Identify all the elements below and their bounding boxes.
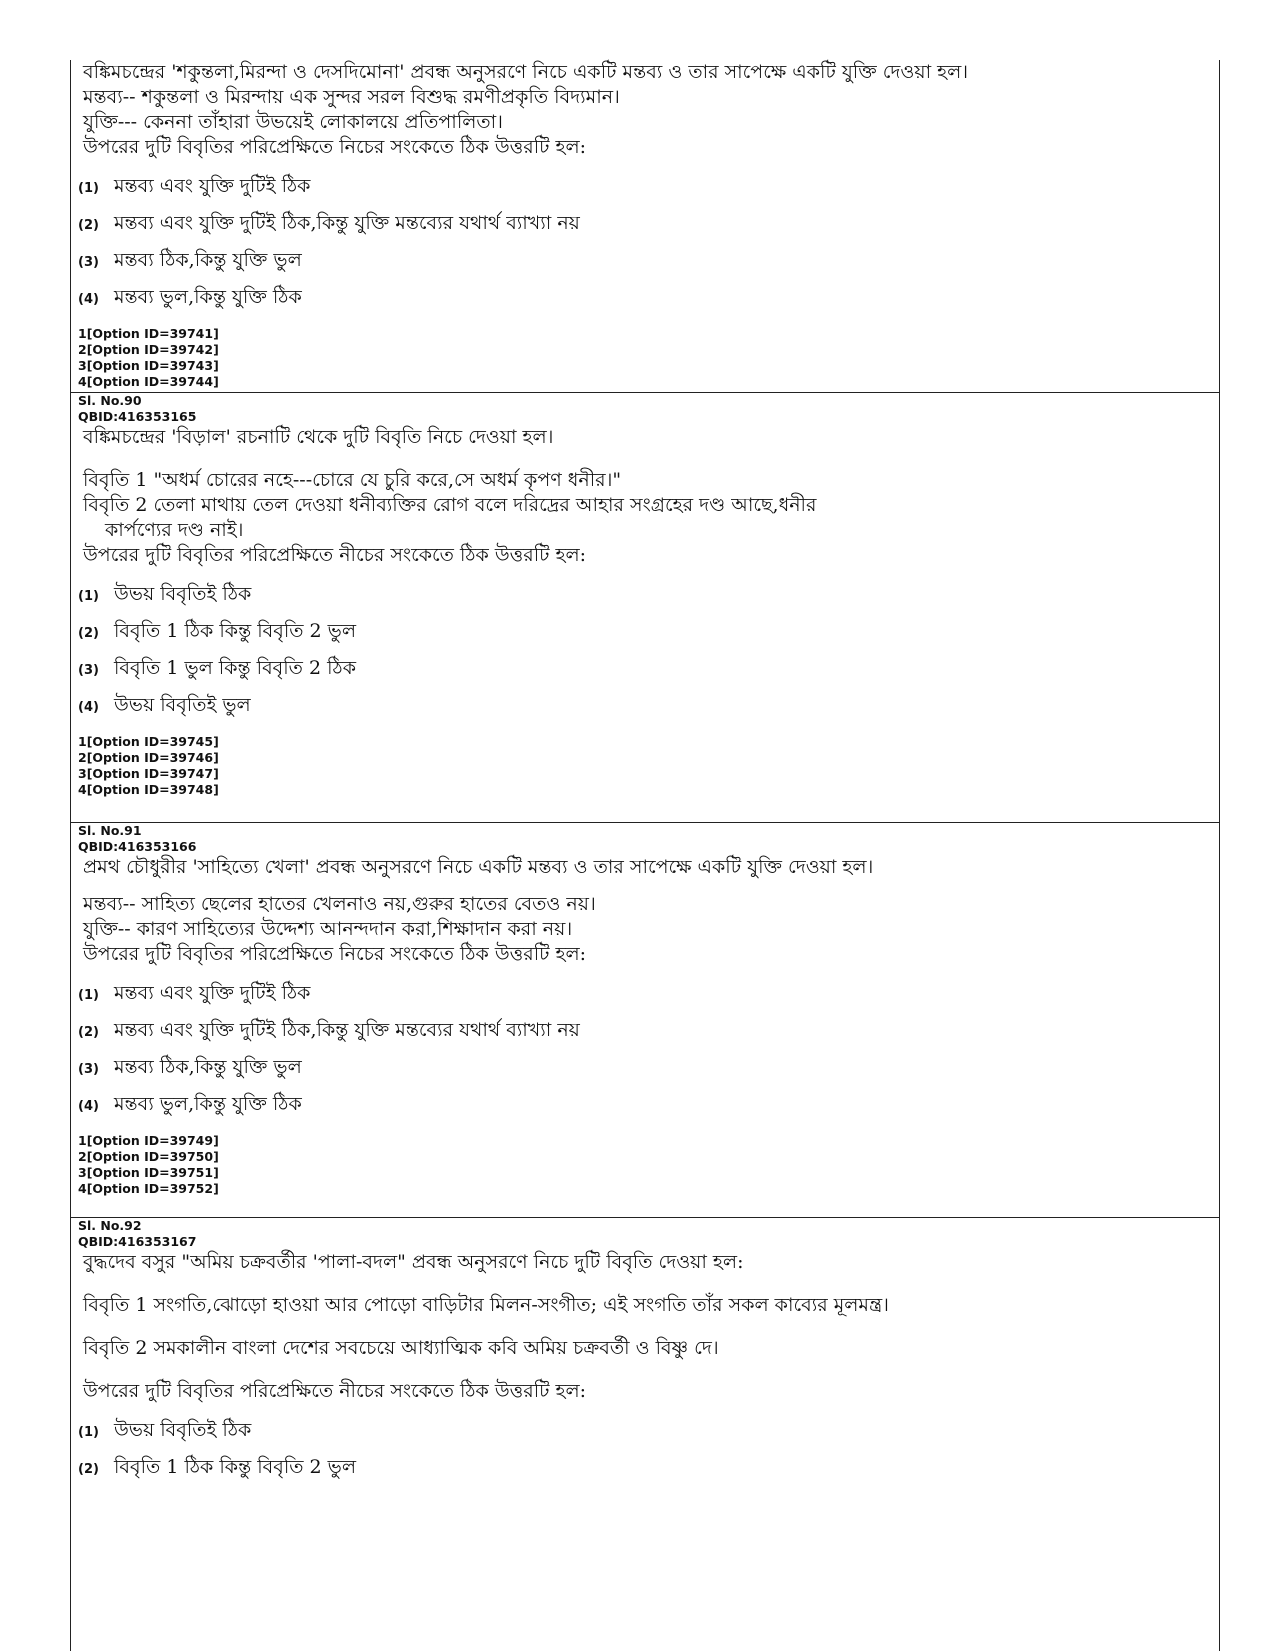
option-text: মন্তব্য ভুল,কিন্তু যুক্তি ঠিক [114, 286, 302, 308]
option-id: 3[Option ID=39751] [78, 1165, 219, 1180]
option-text: মন্তব্য এবং যুক্তি দুটিই ঠিক [114, 175, 311, 197]
question-block-91 [71, 822, 1219, 1197]
option-number: (1) [78, 181, 99, 196]
option-text: বিবৃতি 1 ঠিক কিন্তু বিবৃতি 2 ভুল [114, 620, 356, 642]
option-number: (1) [78, 589, 99, 604]
option-text: বিবৃতি 1 ভুল কিন্তু বিবৃতি 2 ঠিক [114, 657, 356, 679]
stem-line: বিবৃতি 2 তেলা মাথায় তেল দেওয়া ধনীব্যক্তির রোগ বলে দরিদ্রের আহার সংগ্রহের দণ্ড আছে,ধনীর [83, 494, 817, 516]
option-text: মন্তব্য এবং যুক্তি দুটিই ঠিক [114, 982, 311, 1004]
option-item [78, 1449, 1219, 1486]
option-item [78, 205, 1219, 242]
option-id: 3[Option ID=39747] [78, 766, 219, 781]
option-number: (4) [78, 700, 99, 715]
question-stem [83, 1250, 1219, 1404]
option-list [78, 975, 1219, 1123]
stem-line: উপরের দুটি বিবৃতির পরিপ্রেক্ষিতে নিচের সংকেতে ঠিক উত্তরটি হল: [83, 136, 587, 158]
question-stem [83, 425, 1219, 568]
option-number: (2) [78, 218, 99, 233]
option-text: মন্তব্য ভুল,কিন্তু যুক্তি ঠিক [114, 1093, 302, 1115]
option-text: উভয় বিবৃতিই ভুল [114, 694, 251, 716]
option-text: মন্তব্য এবং যুক্তি দুটিই ঠিক,কিন্তু যুক্তি মন্তব্যের যথার্থ ব্যাখ্যা নয় [114, 1019, 580, 1041]
option-list [78, 168, 1219, 316]
option-id: 4[Option ID=39748] [78, 782, 219, 797]
option-id: 4[Option ID=39744] [78, 374, 219, 389]
option-text: মন্তব্য ঠিক,কিন্তু যুক্তি ভুল [114, 249, 302, 271]
option-id: 1[Option ID=39741] [78, 326, 219, 341]
option-id-list [78, 734, 1219, 798]
option-item [78, 975, 1219, 1012]
option-text: মন্তব্য এবং যুক্তি দুটিই ঠিক,কিন্তু যুক্তি মন্তব্যের যথার্থ ব্যাখ্যা নয় [114, 212, 580, 234]
stem-line: বুদ্ধদেব বসুর "অমিয় চক্রবর্তীর 'পালা-বদল" প্রবন্ধ অনুসরণে নিচে দুটি বিবৃতি দেওয়া হল: [83, 1251, 744, 1273]
option-id-list [78, 1133, 1219, 1197]
option-list [78, 1412, 1219, 1486]
option-number: (4) [78, 1099, 99, 1114]
option-id-list [78, 326, 1219, 390]
question-block-90 [71, 392, 1219, 798]
option-item [78, 279, 1219, 316]
option-text: বিবৃতি 1 ঠিক কিন্তু বিবৃতি 2 ভুল [114, 1456, 356, 1478]
question-block-92 [71, 1217, 1219, 1486]
question-stem [83, 855, 1219, 967]
question-paper-page [70, 60, 1220, 1651]
question-stem [83, 60, 1219, 160]
option-item [78, 168, 1219, 205]
option-id: 1[Option ID=39745] [78, 734, 219, 749]
option-number: (1) [78, 988, 99, 1003]
option-number: (1) [78, 1425, 99, 1440]
option-number: (2) [78, 1025, 99, 1040]
option-number: (3) [78, 1062, 99, 1077]
option-list [78, 576, 1219, 724]
qbid: QBID:416353167 [78, 1234, 197, 1249]
stem-line: উপরের দুটি বিবৃতির পরিপ্রেক্ষিতে নিচের সংকেতে ঠিক উত্তরটি হল: [83, 943, 587, 965]
serial-number: Sl. No.91 [78, 823, 142, 838]
stem-line: প্রমথ চৌধুরীর 'সাহিত্যে খেলা' প্রবন্ধ অনুসরণে নিচে একটি মন্তব্য ও তার সাপেক্ষে একটি যুক্তি দেওয়া হল। [83, 856, 874, 878]
stem-line: মন্তব্য-- সাহিত্য ছেলের হাতের খেলনাও নয়,গুরুর হাতের বেতও নয়। [83, 893, 596, 915]
stem-line: মন্তব্য-- শকুন্তলা ও মিরন্দায় এক সুন্দর সরল বিশুদ্ধ রমণীপ্রকৃতি বিদ্যমান। [83, 86, 620, 108]
option-id: 2[Option ID=39742] [78, 342, 219, 357]
qbid: QBID:416353166 [78, 839, 197, 854]
option-text: উভয় বিবৃতিই ঠিক [114, 583, 252, 605]
stem-line: কার্পণ্যের দণ্ড নাই। [105, 519, 244, 541]
option-item [78, 1086, 1219, 1123]
stem-line: বঙ্কিমচন্দ্রের 'শকুন্তলা,মিরন্দা ও দেসদিমোনা' প্রবন্ধ অনুসরণে নিচে একটি মন্তব্য ও তার সাপেক্ষে একটি যুক্তি দেওয়া হল। [83, 61, 969, 83]
option-number: (4) [78, 292, 99, 307]
option-item [78, 687, 1219, 724]
stem-line: বঙ্কিমচন্দ্রের 'বিড়াল' রচনাটি থেকে দুটি বিবৃতি নিচে দেওয়া হল। [83, 426, 554, 448]
option-item [78, 1012, 1219, 1049]
stem-line: বিবৃতি 2 সমকালীন বাংলা দেশের সবচেয়ে আধ্যাত্মিক কবি অমিয় চক্রবর্তী ও বিষ্ণু দে। [83, 1337, 719, 1359]
serial-number: Sl. No.92 [78, 1218, 142, 1233]
option-id: 3[Option ID=39743] [78, 358, 219, 373]
option-item [78, 576, 1219, 613]
stem-line: বিবৃতি 1 "অধর্ম চোরের নহে---চোরে যে চুরি করে,সে অধর্ম কৃপণ ধনীর।" [83, 469, 622, 491]
option-id: 1[Option ID=39749] [78, 1133, 219, 1148]
option-id: 2[Option ID=39750] [78, 1149, 219, 1164]
option-item [78, 242, 1219, 279]
option-item [78, 1049, 1219, 1086]
option-item [78, 613, 1219, 650]
stem-line: যুক্তি-- কারণ সাহিত্যের উদ্দেশ্য আনন্দদান করা,শিক্ষাদান করা নয়। [83, 918, 573, 940]
stem-line: বিবৃতি 1 সংগতি,ঝোড়ো হাওয়া আর পোড়ো বাড়িটার মিলন-সংগীত; এই সংগতি তাঁর সকল কাব্যের মূলমন্ত্র। [83, 1294, 889, 1316]
question-block-89 [71, 60, 1219, 390]
serial-number: Sl. No.90 [78, 393, 142, 408]
option-number: (2) [78, 626, 99, 641]
option-item [78, 650, 1219, 687]
stem-line: উপরের দুটি বিবৃতির পরিপ্রেক্ষিতে নীচের সংকেতে ঠিক উত্তরটি হল: [83, 1380, 587, 1402]
option-number: (3) [78, 255, 99, 270]
option-id: 2[Option ID=39746] [78, 750, 219, 765]
option-item [78, 1412, 1219, 1449]
option-number: (3) [78, 663, 99, 678]
option-text: উভয় বিবৃতিই ঠিক [114, 1419, 252, 1441]
stem-line: যুক্তি--- কেননা তাঁহারা উভয়েই লোকালয়ে প্রতিপালিতা। [83, 111, 503, 133]
option-id: 4[Option ID=39752] [78, 1181, 219, 1196]
stem-line: উপরের দুটি বিবৃতির পরিপ্রেক্ষিতে নীচের সংকেতে ঠিক উত্তরটি হল: [83, 544, 587, 566]
option-text: মন্তব্য ঠিক,কিন্তু যুক্তি ভুল [114, 1056, 302, 1078]
option-number: (2) [78, 1462, 99, 1477]
qbid: QBID:416353165 [78, 409, 197, 424]
